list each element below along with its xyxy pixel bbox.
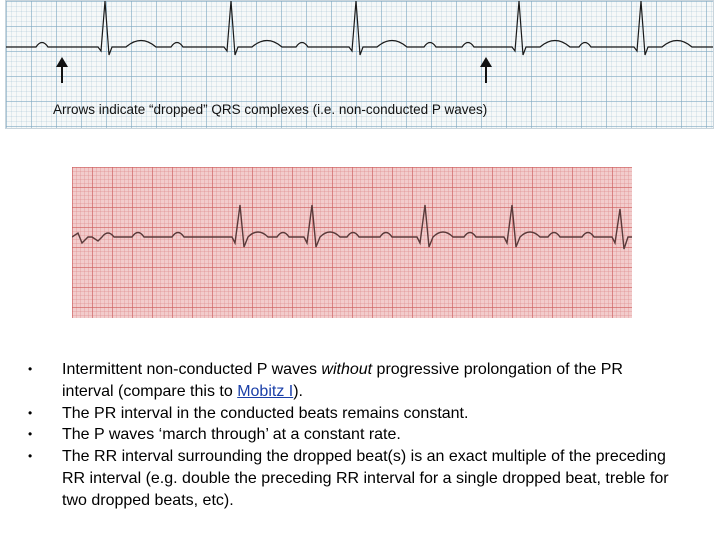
bullet-icon: • [28, 449, 33, 464]
ecg-trace-bottom [72, 167, 632, 318]
bullet-icon: • [28, 362, 33, 376]
bullet-icon: • [28, 405, 33, 420]
list-item: • The RR interval surrounding the dropped beat(s) is an exact multiple of the preceding RR interval (e.g. double the preceding RR interval for a single dropped beat, treble for two dropped beats, etc). [28, 448, 669, 509]
ecg-strip-bottom [72, 167, 632, 318]
bullet-icon: • [28, 427, 33, 442]
mobitz-i-link[interactable]: Mobitz I [237, 382, 294, 400]
dropped-beat-arrow-2 [480, 57, 492, 83]
figure-caption: Arrows indicate “dropped” QRS complexes (i.e. non-conducted P waves) [53, 102, 488, 117]
bullet-list [28, 359, 678, 512]
list-item: • Intermittent non-conducted P waves without progressive prolongation of the PR interval (compare this to Mobitz I). [28, 361, 623, 400]
list-item: • The P waves ‘march through’ at a constant rate. [28, 424, 678, 446]
dropped-beat-arrow-1 [56, 57, 68, 83]
list-item: • The PR interval in the conducted beats remains constant. [28, 403, 678, 425]
